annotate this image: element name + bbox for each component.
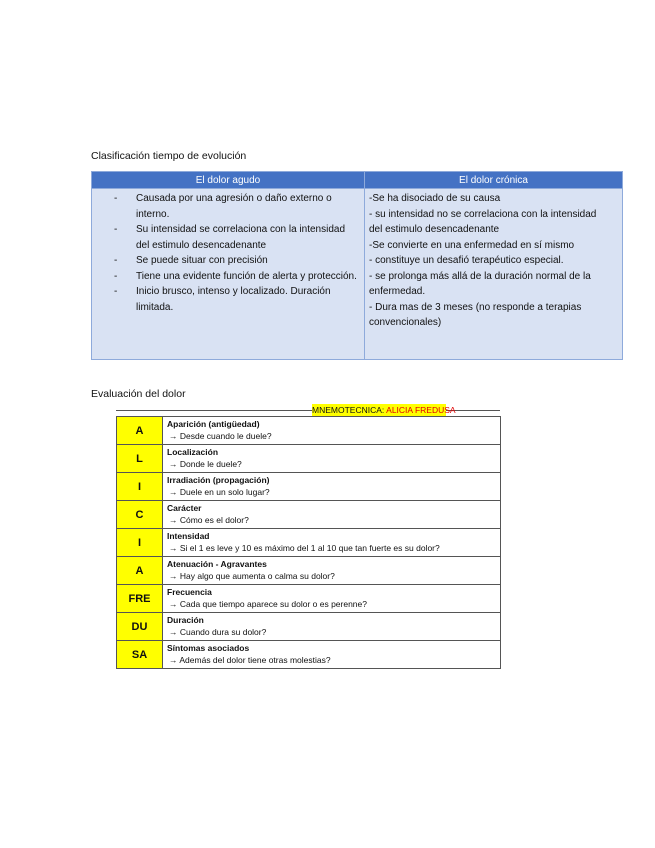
mnemonic-figure — [116, 404, 500, 674]
criterion-question: → Cuando dura su dolor? — [169, 627, 267, 637]
table-row — [117, 473, 501, 501]
criterion-question: → Desde cuando le duele? — [169, 431, 272, 441]
table-row — [117, 641, 501, 669]
text-line: - se prolonga más allá de la duración normal de la — [369, 270, 591, 282]
mnemonic-description — [163, 585, 501, 613]
criterion-question: → Si el 1 es leve y 10 es máximo del 1 al 10 que tan fuerte es su dolor? — [169, 543, 440, 553]
mnemonic-table — [116, 416, 501, 669]
table-row — [92, 189, 623, 360]
mnemonic-letter: DU — [117, 613, 163, 641]
criterion-title: Irradiación (propagación) — [167, 475, 270, 485]
mnemonic-highlight: ALICIA FREDUSA — [386, 405, 456, 415]
criterion-title: Síntomas asociados — [167, 643, 250, 653]
table-row — [117, 557, 501, 585]
table-row — [117, 445, 501, 473]
mnemonic-letter: L — [117, 445, 163, 473]
table-row — [117, 529, 501, 557]
text-line: del estimulo desencadenante — [369, 224, 500, 235]
table-row — [117, 613, 501, 641]
mnemonic-letter: I — [117, 529, 163, 557]
text-line: convencionales) — [369, 317, 442, 328]
criterion-question: → Cómo es el dolor? — [169, 515, 249, 525]
mnemonic-description — [163, 557, 501, 585]
table-row — [117, 417, 501, 445]
acute-pain-list — [96, 191, 360, 315]
pain-evaluation-title: Evaluación del dolor — [91, 388, 186, 400]
text-line: - Dura mas de 3 meses (no responde a terapias — [369, 301, 582, 313]
mnemonic-banner: MNEMOTECNICA: ALICIA FREDUSA — [312, 405, 456, 415]
table-header-row — [92, 172, 623, 189]
mnemonic-description — [163, 613, 501, 641]
criterion-question: → Hay algo que aumenta o calma su dolor? — [169, 571, 335, 581]
mnemonic-letter: I — [117, 473, 163, 501]
text-line: enfermedad. — [369, 286, 426, 297]
mnemonic-description — [163, 445, 501, 473]
chronic-pain-text — [369, 191, 618, 331]
acute-pain-cell — [92, 189, 365, 360]
mnemonic-letter: SA — [117, 641, 163, 669]
criterion-question: → Cada que tiempo aparece su dolor o es perenne? — [169, 599, 367, 609]
text-line: - su intensidad no se correlaciona con la intensidad — [369, 208, 597, 220]
criterion-title: Frecuencia — [167, 587, 212, 597]
acute-pain-header: El dolor agudo — [92, 172, 365, 189]
chronic-pain-cell — [365, 189, 623, 360]
criterion-question: → Donde le duele? — [169, 459, 242, 469]
list-item: - Se puede situar con precisión — [114, 255, 268, 266]
text-line: -Se ha disociado de su causa — [369, 193, 501, 204]
mnemonic-description — [163, 473, 501, 501]
mnemonic-description — [163, 641, 501, 669]
table-row — [117, 501, 501, 529]
criterion-title: Duración — [167, 615, 204, 625]
classification-title: Clasificación tiempo de evolución — [91, 150, 247, 162]
mnemonic-description — [163, 501, 501, 529]
criterion-question: → Además del dolor tiene otras molestias? — [169, 655, 331, 665]
mnemonic-letter: FRE — [117, 585, 163, 613]
criterion-title: Atenuación - Agravantes — [167, 559, 267, 569]
table-row — [117, 585, 501, 613]
criterion-title: Localización — [167, 447, 219, 457]
criterion-title: Aparición (antigüedad) — [167, 419, 260, 429]
criterion-question: → Duele en un solo lugar? — [169, 487, 270, 497]
list-item: - Tiene una evidente función de alerta y protección. — [114, 270, 357, 282]
chronic-pain-header: El dolor crónica — [365, 172, 623, 189]
mnemonic-letter: A — [117, 417, 163, 445]
mnemonic-description — [163, 417, 501, 445]
text-line: - constituye un desafió terapéutico especial. — [369, 255, 564, 266]
mnemonic-description — [163, 529, 501, 557]
list-item: - Inicio brusco, intenso y localizado. Duración limitada. — [114, 286, 331, 313]
mnemonic-letter: C — [117, 501, 163, 529]
criterion-title: Carácter — [167, 503, 202, 513]
text-line: -Se convierte en una enfermedad en sí mismo — [369, 239, 575, 251]
list-item: - Causada por una agresión o daño externo o interno. — [114, 193, 332, 220]
list-item: - Su intensidad se correlaciona con la intensidad del estimulo desencadenante — [114, 224, 346, 251]
pain-classification-table — [91, 171, 623, 360]
criterion-title: Intensidad — [167, 531, 210, 541]
mnemonic-letter: A — [117, 557, 163, 585]
